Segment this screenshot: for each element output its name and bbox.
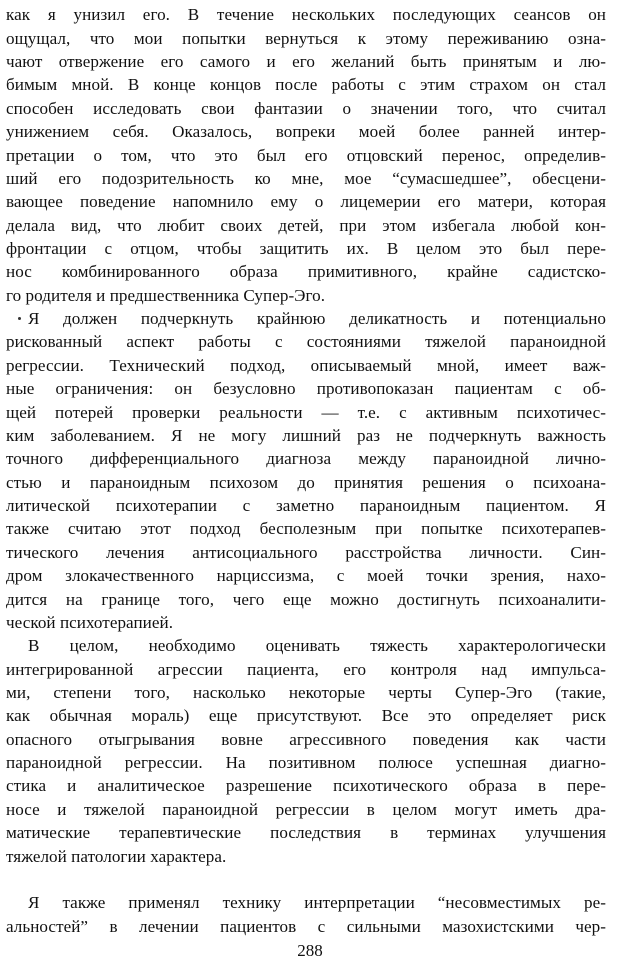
text-line: ные ограничения: он безусловно противопоказан пациентам с об- [6, 379, 606, 399]
page-number: 288 [297, 941, 323, 960]
text-line: рискованный аспект работы с состояниями тяжелой параноидной [6, 332, 606, 352]
text-line: фронтации с отцом, чтобы защитить их. В целом это был пере- [6, 239, 606, 258]
text-line: дром злокачественного нарциссизма, с моей точки зрения, нахо- [6, 566, 606, 586]
text-line: матические терапевтические последствия в терминах улучшения [6, 823, 606, 843]
text-line: носе и тяжелой параноидной регрессии в целом могут иметь дра- [6, 799, 606, 819]
text-line: как обычная мораль) еще присутствуют. Все это определяет риск [6, 706, 606, 726]
text-line: Я также применял технику интерпретации “несовместимых ре- [28, 893, 606, 913]
text-line: литической психотерапии с заметно параноидным пациентом. Я [6, 496, 606, 516]
text-line: нос комбинированного образа примитивного, крайне садистско- [6, 262, 606, 282]
text-line: го родителя и предшественника Супер-Эго. [6, 285, 326, 305]
text-line: щей потерей проверки реальности — т.е. с активным психотичес- [6, 402, 606, 422]
text-line: делала вид, что любит своих детей, при этом избегала любой кон- [6, 215, 606, 235]
text-line: дится на границе того, чего еще можно достигнуть психоаналити- [6, 589, 606, 609]
text-line: ший его подозрительность ко мне, мое “сумасшедшее”, обесцени- [6, 168, 606, 188]
text-line: чают отвержение его самого и его желаний быть принятым и лю- [6, 52, 606, 72]
text-line: Я должен подчеркнуть крайнюю деликатность и потенциально [28, 309, 606, 329]
text-line: стью и параноидным психозом до принятия решения о психоана- [6, 472, 606, 492]
text-line: также считаю этот подход бесполезным при попытке психотерапев- [6, 519, 606, 539]
text-line: унижением себя. Оказалось, вопреки моей более ранней интер- [6, 122, 606, 142]
text-line: как я унизил его. В течение нескольких последующих сеансов он [6, 5, 606, 25]
text-line: тического лечения антисоциального расстройства личности. Син- [6, 542, 606, 562]
text-line: ми, степени того, насколько некоторые черты Супер-Эго (такие, [6, 682, 606, 702]
text-line: способен исследовать свои фантазии о значении того, что считал [6, 98, 606, 118]
text-line: бимым мной. В конце концов после работы с этим страхом он стал [6, 75, 606, 95]
text-line: ким заболеванием. Я не могу лишний раз не подчеркнуть важность [6, 425, 606, 445]
text-line: тяжелой патологии характера. [6, 846, 227, 866]
text-line: альностей” в лечении пациентов с сильными мазохистскими чер- [6, 916, 606, 936]
text-line: опасного отыгрывания вовне агрессивного поведения как части [6, 729, 606, 749]
text-line: интегрированной агрессии пациента, его контроля над импульса- [6, 659, 606, 679]
text-line: точного дифференциального диагноза между параноидной лично- [6, 449, 606, 469]
text-line: параноидной регрессии. На позитивном полюсе успешная диагно- [6, 753, 606, 773]
text-line: ощущал, что мои попытки вернуться к этому переживанию озна- [6, 28, 606, 48]
book-page [6, 0, 606, 969]
text-line: регрессии. Технический подход, описываемый мной, имеет важ- [6, 355, 606, 375]
text-line: претации о том, что это был его отцовский перенос, определив- [6, 145, 606, 165]
text-line: вающее поведение напомнило ему о лицемерии его матери, которая [6, 192, 606, 212]
text-line: ческой психотерапией. [6, 612, 174, 632]
text-line: стика и аналитическое разрешение психотического образа в пере- [6, 776, 606, 796]
text-line: В целом, необходимо оценивать тяжесть характерологически [28, 636, 606, 656]
